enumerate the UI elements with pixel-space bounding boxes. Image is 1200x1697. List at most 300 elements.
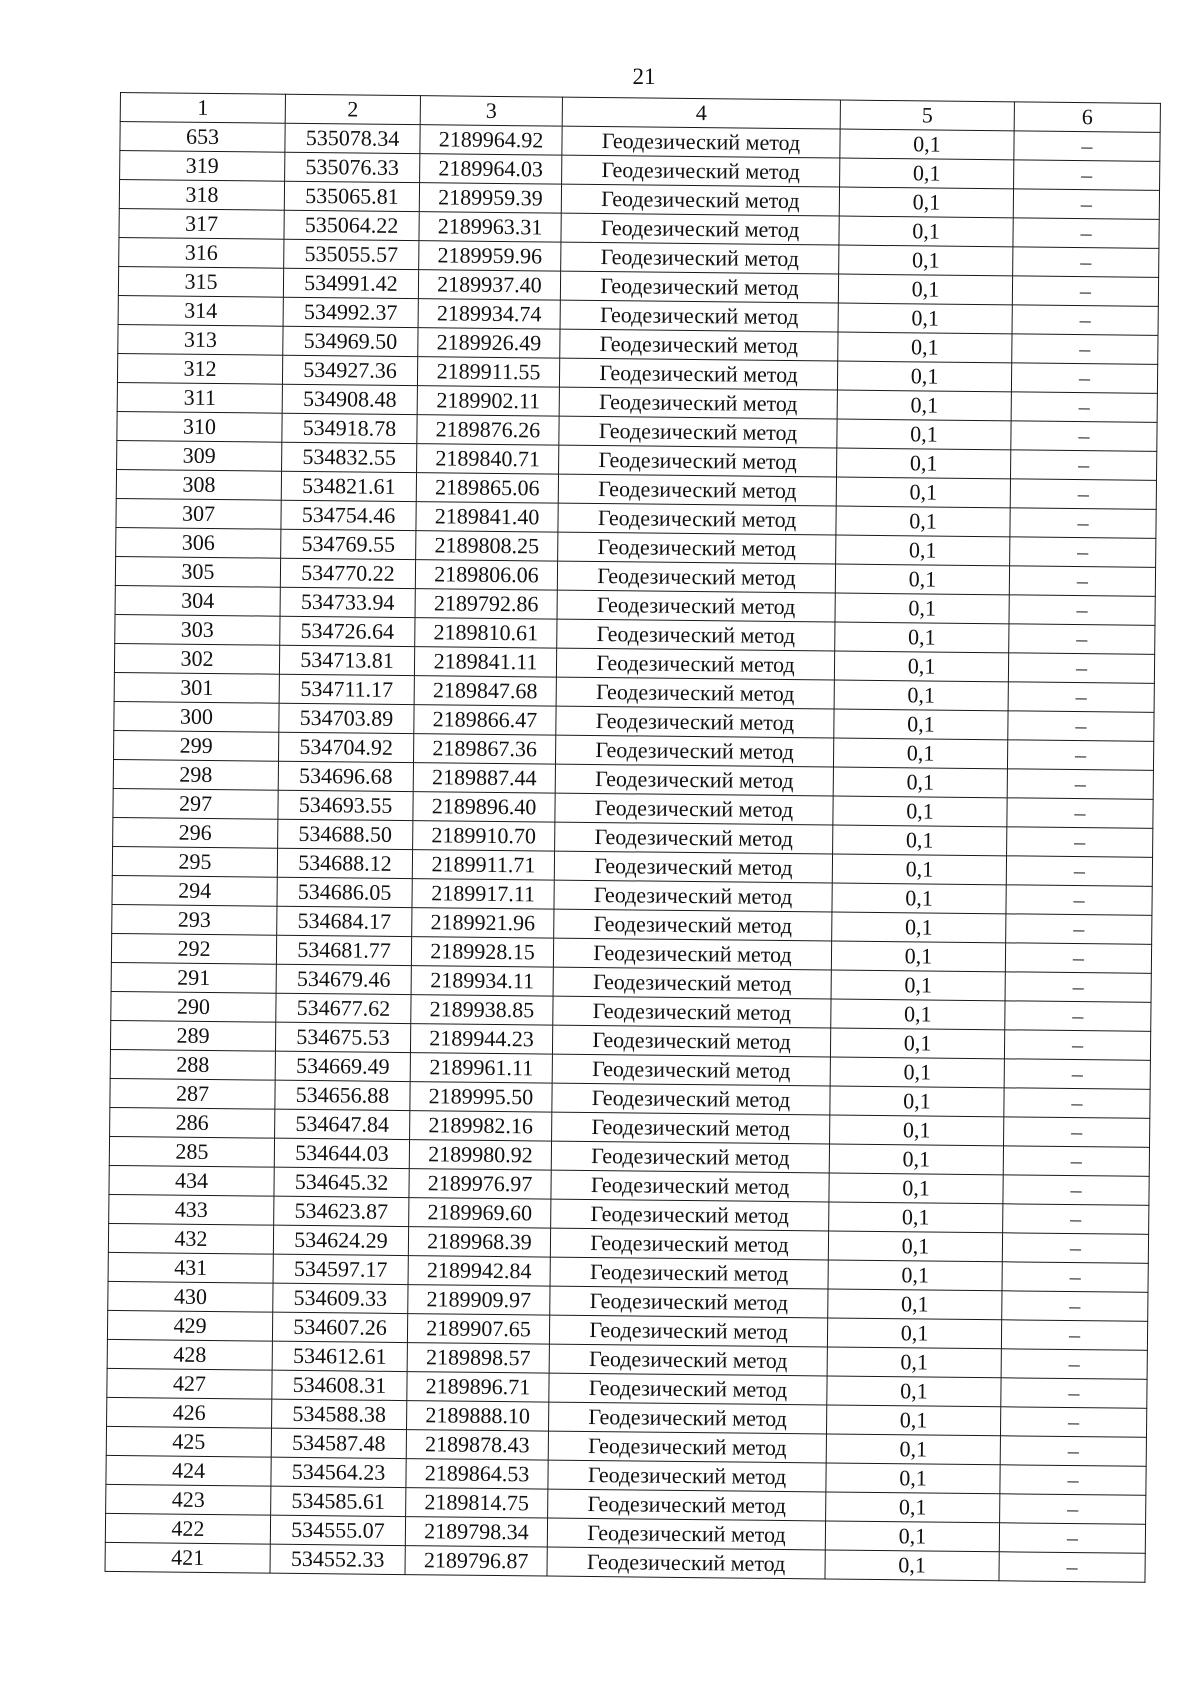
- y-coordinate-cell: 2189963.31: [419, 212, 561, 242]
- x-coordinate-cell: 534675.53: [275, 1022, 410, 1052]
- point-number-cell: 313: [118, 324, 283, 355]
- method-cell: Геодезический метод: [562, 155, 840, 187]
- method-cell: Геодезический метод: [550, 1257, 828, 1289]
- page-number: 21: [632, 64, 656, 89]
- accuracy-cell: 0,1: [835, 593, 1009, 624]
- header-cell-5: 5: [840, 100, 1014, 131]
- accuracy-cell: 0,1: [833, 796, 1007, 827]
- x-coordinate-cell: 534624.29: [273, 1225, 408, 1255]
- accuracy-cell: 0,1: [825, 1521, 999, 1552]
- point-number-cell: 300: [114, 701, 279, 732]
- note-cell: –: [1009, 566, 1155, 597]
- point-number-cell: 288: [110, 1049, 275, 1080]
- header-cell-2: 2: [285, 94, 420, 124]
- method-cell: Геодезический метод: [556, 648, 834, 680]
- y-coordinate-cell: 2189896.71: [407, 1372, 549, 1402]
- method-cell: Геодезический метод: [549, 1315, 827, 1347]
- x-coordinate-cell: 534832.55: [282, 442, 417, 472]
- x-coordinate-cell: 534713.81: [279, 645, 414, 675]
- x-coordinate-cell: 534703.89: [279, 703, 414, 733]
- accuracy-cell: 0,1: [840, 158, 1014, 189]
- x-coordinate-cell: 534608.31: [272, 1370, 407, 1400]
- note-cell: –: [1008, 711, 1154, 742]
- x-coordinate-cell: 534647.84: [275, 1109, 410, 1139]
- point-number-cell: 297: [113, 788, 278, 819]
- method-cell: Геодезический метод: [558, 474, 836, 506]
- point-number-cell: 291: [111, 962, 276, 993]
- x-coordinate-cell: 534927.36: [282, 355, 417, 385]
- x-coordinate-cell: 534656.88: [275, 1080, 410, 1110]
- y-coordinate-cell: 2189942.84: [408, 1256, 550, 1286]
- note-cell: –: [1001, 1378, 1147, 1409]
- point-number-cell: 310: [117, 411, 282, 442]
- accuracy-cell: 0,1: [830, 1115, 1004, 1146]
- point-number-cell: 427: [107, 1368, 272, 1399]
- x-coordinate-cell: 534992.37: [283, 297, 418, 327]
- method-cell: Геодезический метод: [557, 619, 835, 651]
- y-coordinate-cell: 2189808.25: [416, 531, 558, 561]
- point-number-cell: 433: [109, 1194, 274, 1225]
- method-cell: Геодезический метод: [551, 1170, 829, 1202]
- point-number-cell: 295: [112, 846, 277, 877]
- accuracy-cell: 0,1: [831, 999, 1005, 1030]
- x-coordinate-cell: 534564.23: [271, 1457, 406, 1487]
- method-cell: Геодезический метод: [548, 1460, 826, 1492]
- point-number-cell: 422: [105, 1513, 270, 1544]
- point-number-cell: 292: [111, 933, 276, 964]
- x-coordinate-cell: 534588.38: [272, 1399, 407, 1429]
- point-number-cell: 296: [113, 817, 278, 848]
- y-coordinate-cell: 2189866.47: [414, 705, 556, 735]
- method-cell: Геодезический метод: [559, 387, 837, 419]
- point-number-cell: 429: [107, 1310, 272, 1341]
- point-number-cell: 315: [118, 266, 283, 297]
- note-cell: –: [1009, 595, 1155, 626]
- note-cell: –: [1012, 334, 1158, 365]
- note-cell: –: [1011, 363, 1157, 394]
- method-cell: Геодезический метод: [555, 822, 833, 854]
- method-cell: Геодезический метод: [557, 590, 835, 622]
- x-coordinate-cell: 534733.94: [280, 587, 415, 617]
- note-cell: –: [1009, 624, 1155, 655]
- y-coordinate-cell: 2189944.23: [410, 1024, 552, 1054]
- accuracy-cell: 0,1: [835, 564, 1009, 595]
- y-coordinate-cell: 2189841.11: [414, 647, 556, 677]
- method-cell: Геодезический метод: [559, 445, 837, 477]
- accuracy-cell: 0,1: [830, 1028, 1004, 1059]
- accuracy-cell: 0,1: [826, 1405, 1000, 1436]
- point-number-cell: 316: [119, 237, 284, 268]
- point-number-cell: 653: [120, 122, 285, 153]
- note-cell: –: [1005, 943, 1151, 974]
- y-coordinate-cell: 2189847.68: [414, 676, 556, 706]
- point-number-cell: 305: [115, 556, 280, 587]
- method-cell: Геодезический метод: [547, 1518, 825, 1550]
- point-number-cell: 311: [117, 382, 282, 413]
- point-number-cell: 294: [112, 875, 277, 906]
- point-number-cell: 434: [109, 1165, 274, 1196]
- accuracy-cell: 0,1: [828, 1231, 1002, 1262]
- method-cell: Геодезический метод: [559, 358, 837, 390]
- point-number-cell: 286: [110, 1107, 275, 1138]
- note-cell: –: [1014, 160, 1160, 191]
- x-coordinate-cell: 534679.46: [276, 964, 411, 994]
- x-coordinate-cell: 534597.17: [273, 1254, 408, 1284]
- accuracy-cell: 0,1: [836, 477, 1010, 508]
- note-cell: –: [1006, 885, 1152, 916]
- header-cell-4: 4: [562, 97, 840, 129]
- y-coordinate-cell: 2189982.16: [410, 1111, 552, 1141]
- note-cell: –: [1012, 305, 1158, 336]
- x-coordinate-cell: 535064.22: [284, 210, 419, 240]
- accuracy-cell: 0,1: [839, 187, 1013, 218]
- accuracy-cell: 0,1: [840, 129, 1014, 160]
- y-coordinate-cell: 2189926.49: [418, 328, 560, 358]
- method-cell: Геодезический метод: [560, 300, 838, 332]
- x-coordinate-cell: 534754.46: [281, 500, 416, 530]
- accuracy-cell: 0,1: [829, 1202, 1003, 1233]
- x-coordinate-cell: 534726.64: [280, 616, 415, 646]
- x-coordinate-cell: 534555.07: [270, 1515, 405, 1545]
- y-coordinate-cell: 2189902.11: [417, 386, 559, 416]
- note-cell: –: [1002, 1233, 1148, 1264]
- x-coordinate-cell: 534587.48: [271, 1428, 406, 1458]
- x-coordinate-cell: 534686.05: [277, 877, 412, 907]
- point-number-cell: 421: [105, 1542, 270, 1573]
- point-number-cell: 424: [106, 1455, 271, 1486]
- header-cell-3: 3: [420, 96, 562, 126]
- accuracy-cell: 0,1: [825, 1550, 999, 1581]
- point-number-cell: 425: [106, 1426, 271, 1457]
- y-coordinate-cell: 2189928.15: [411, 937, 553, 967]
- note-cell: –: [1010, 508, 1156, 539]
- note-cell: –: [1003, 1146, 1149, 1177]
- y-coordinate-cell: 2189878.43: [406, 1430, 548, 1460]
- accuracy-cell: 0,1: [832, 854, 1006, 885]
- accuracy-cell: 0,1: [832, 883, 1006, 914]
- x-coordinate-cell: 534704.92: [279, 732, 414, 762]
- method-cell: Геодезический метод: [552, 1025, 830, 1057]
- y-coordinate-cell: 2189976.97: [409, 1169, 551, 1199]
- y-coordinate-cell: 2189968.39: [408, 1227, 550, 1257]
- x-coordinate-cell: 534623.87: [274, 1196, 409, 1226]
- method-cell: Геодезический метод: [548, 1431, 826, 1463]
- header-cell-6: 6: [1014, 102, 1160, 133]
- method-cell: Геодезический метод: [554, 851, 832, 883]
- x-coordinate-cell: 534585.61: [271, 1486, 406, 1516]
- point-number-cell: 312: [117, 353, 282, 384]
- y-coordinate-cell: 2189961.11: [410, 1053, 552, 1083]
- accuracy-cell: 0,1: [834, 680, 1008, 711]
- point-number-cell: 432: [108, 1223, 273, 1254]
- accuracy-cell: 0,1: [826, 1434, 1000, 1465]
- note-cell: –: [1007, 827, 1153, 858]
- point-number-cell: 314: [118, 295, 283, 326]
- accuracy-cell: 0,1: [833, 825, 1007, 856]
- y-coordinate-cell: 2189840.71: [417, 444, 559, 474]
- method-cell: Геодезический метод: [552, 1112, 830, 1144]
- y-coordinate-cell: 2189934.11: [411, 966, 553, 996]
- method-cell: Геодезический метод: [552, 1054, 830, 1086]
- x-coordinate-cell: 534918.78: [282, 413, 417, 443]
- note-cell: –: [1005, 972, 1151, 1003]
- method-cell: Геодезический метод: [557, 561, 835, 593]
- method-cell: Геодезический метод: [551, 1141, 829, 1173]
- point-number-cell: 293: [112, 904, 277, 935]
- x-coordinate-cell: 534821.61: [281, 471, 416, 501]
- y-coordinate-cell: 2189910.70: [413, 821, 555, 851]
- y-coordinate-cell: 2189792.86: [415, 589, 557, 619]
- coordinates-table: [105, 92, 1161, 1583]
- note-cell: –: [1000, 1436, 1146, 1467]
- accuracy-cell: 0,1: [829, 1144, 1003, 1175]
- accuracy-cell: 0,1: [839, 216, 1013, 247]
- point-number-cell: 301: [114, 672, 279, 703]
- note-cell: –: [1013, 247, 1159, 278]
- point-number-cell: 431: [108, 1252, 273, 1283]
- note-cell: –: [1004, 1030, 1150, 1061]
- x-coordinate-cell: 534688.12: [277, 848, 412, 878]
- x-coordinate-cell: 534908.48: [282, 384, 417, 414]
- method-cell: Геодезический метод: [554, 880, 832, 912]
- method-cell: Геодезический метод: [555, 793, 833, 825]
- note-cell: –: [1002, 1291, 1148, 1322]
- y-coordinate-cell: 2189865.06: [416, 473, 558, 503]
- point-number-cell: 304: [115, 585, 280, 616]
- method-cell: Геодезический метод: [555, 735, 833, 767]
- y-coordinate-cell: 2189911.71: [412, 850, 554, 880]
- y-coordinate-cell: 2189959.39: [419, 183, 561, 213]
- y-coordinate-cell: 2189798.34: [405, 1517, 547, 1547]
- method-cell: Геодезический метод: [560, 271, 838, 303]
- y-coordinate-cell: 2189896.40: [413, 792, 555, 822]
- accuracy-cell: 0,1: [834, 651, 1008, 682]
- y-coordinate-cell: 2189964.03: [420, 154, 562, 184]
- x-coordinate-cell: 534770.22: [280, 558, 415, 588]
- method-cell: Геодезический метод: [560, 329, 838, 361]
- note-cell: –: [1003, 1204, 1149, 1235]
- accuracy-cell: 0,1: [835, 622, 1009, 653]
- method-cell: Геодезический метод: [556, 706, 834, 738]
- point-number-cell: 319: [120, 151, 285, 182]
- method-cell: Геодезический метод: [549, 1344, 827, 1376]
- x-coordinate-cell: 535055.57: [284, 239, 419, 269]
- note-cell: –: [999, 1552, 1145, 1583]
- x-coordinate-cell: 534696.68: [278, 761, 413, 791]
- accuracy-cell: 0,1: [826, 1492, 1000, 1523]
- x-coordinate-cell: 534645.32: [274, 1167, 409, 1197]
- x-coordinate-cell: 534769.55: [281, 529, 416, 559]
- point-number-cell: 423: [106, 1484, 271, 1515]
- x-coordinate-cell: 534969.50: [283, 326, 418, 356]
- accuracy-cell: 0,1: [839, 245, 1013, 276]
- x-coordinate-cell: 534552.33: [270, 1544, 405, 1574]
- x-coordinate-cell: 534669.49: [275, 1051, 410, 1081]
- note-cell: –: [1010, 479, 1156, 510]
- y-coordinate-cell: 2189814.75: [406, 1488, 548, 1518]
- x-coordinate-cell: 534609.33: [273, 1283, 408, 1313]
- y-coordinate-cell: 2189909.97: [408, 1285, 550, 1315]
- point-number-cell: 318: [119, 180, 284, 211]
- note-cell: –: [1000, 1494, 1146, 1525]
- x-coordinate-cell: 534681.77: [276, 935, 411, 965]
- y-coordinate-cell: 2189876.26: [417, 415, 559, 445]
- accuracy-cell: 0,1: [833, 738, 1007, 769]
- point-number-cell: 309: [117, 440, 282, 471]
- x-coordinate-cell: 534693.55: [278, 790, 413, 820]
- point-number-cell: 299: [114, 730, 279, 761]
- point-number-cell: 428: [107, 1339, 272, 1370]
- accuracy-cell: 0,1: [838, 303, 1012, 334]
- table-body: [105, 122, 1160, 1583]
- note-cell: –: [1012, 276, 1158, 307]
- note-cell: –: [1000, 1465, 1146, 1496]
- method-cell: Геодезический метод: [553, 938, 831, 970]
- point-number-cell: 317: [119, 208, 284, 239]
- method-cell: Геодезический метод: [549, 1373, 827, 1405]
- method-cell: Геодезический метод: [550, 1286, 828, 1318]
- method-cell: Геодезический метод: [553, 967, 831, 999]
- note-cell: –: [1007, 769, 1153, 800]
- y-coordinate-cell: 2189995.50: [410, 1082, 552, 1112]
- x-coordinate-cell: 534677.62: [276, 993, 411, 1023]
- note-cell: –: [1003, 1175, 1149, 1206]
- header-cell-1: 1: [120, 93, 285, 124]
- x-coordinate-cell: 534607.26: [272, 1312, 407, 1342]
- point-number-cell: 307: [116, 498, 281, 529]
- note-cell: –: [1010, 537, 1156, 568]
- point-number-cell: 285: [109, 1136, 274, 1167]
- method-cell: Геодезический метод: [559, 416, 837, 448]
- note-cell: –: [1013, 189, 1159, 220]
- y-coordinate-cell: 2189796.87: [405, 1546, 547, 1576]
- x-coordinate-cell: 535065.81: [284, 181, 419, 211]
- accuracy-cell: 0,1: [837, 390, 1011, 421]
- accuracy-cell: 0,1: [832, 912, 1006, 943]
- note-cell: –: [1013, 218, 1159, 249]
- point-number-cell: 298: [113, 759, 278, 790]
- y-coordinate-cell: 2189980.92: [409, 1140, 551, 1170]
- method-cell: Геодезический метод: [561, 213, 839, 245]
- note-cell: –: [1000, 1407, 1146, 1438]
- method-cell: Геодезический метод: [554, 909, 832, 941]
- accuracy-cell: 0,1: [836, 506, 1010, 537]
- accuracy-cell: 0,1: [838, 332, 1012, 363]
- x-coordinate-cell: 534612.61: [272, 1341, 407, 1371]
- note-cell: –: [1008, 653, 1154, 684]
- x-coordinate-cell: 535076.33: [285, 152, 420, 182]
- method-cell: Геодезический метод: [561, 184, 839, 216]
- note-cell: –: [1005, 1001, 1151, 1032]
- y-coordinate-cell: 2189806.06: [415, 560, 557, 590]
- note-cell: –: [1014, 131, 1160, 162]
- y-coordinate-cell: 2189911.55: [417, 357, 559, 387]
- method-cell: Геодезический метод: [549, 1402, 827, 1434]
- point-number-cell: 302: [114, 643, 279, 674]
- y-coordinate-cell: 2189841.40: [416, 502, 558, 532]
- method-cell: Геодезический метод: [561, 242, 839, 274]
- method-cell: Геодезический метод: [552, 1083, 830, 1115]
- accuracy-cell: 0,1: [827, 1318, 1001, 1349]
- accuracy-cell: 0,1: [837, 361, 1011, 392]
- note-cell: –: [1010, 450, 1156, 481]
- note-cell: –: [1011, 421, 1157, 452]
- accuracy-cell: 0,1: [831, 941, 1005, 972]
- y-coordinate-cell: 2189864.53: [406, 1459, 548, 1489]
- point-number-cell: 287: [110, 1078, 275, 1109]
- accuracy-cell: 0,1: [826, 1463, 1000, 1494]
- y-coordinate-cell: 2189969.60: [409, 1198, 551, 1228]
- accuracy-cell: 0,1: [837, 419, 1011, 450]
- method-cell: Геодезический метод: [558, 503, 836, 535]
- point-number-cell: 306: [116, 527, 281, 558]
- method-cell: Геодезический метод: [551, 1199, 829, 1231]
- note-cell: –: [1001, 1320, 1147, 1351]
- method-cell: Геодезический метод: [547, 1547, 825, 1579]
- y-coordinate-cell: 2189934.74: [418, 299, 560, 329]
- method-cell: Геодезический метод: [548, 1489, 826, 1521]
- note-cell: –: [1004, 1117, 1150, 1148]
- accuracy-cell: 0,1: [829, 1173, 1003, 1204]
- accuracy-cell: 0,1: [830, 1057, 1004, 1088]
- x-coordinate-cell: 534644.03: [274, 1138, 409, 1168]
- method-cell: Геодезический метод: [553, 996, 831, 1028]
- x-coordinate-cell: 534991.42: [283, 268, 418, 298]
- method-cell: Геодезический метод: [558, 532, 836, 564]
- note-cell: –: [1001, 1349, 1147, 1380]
- accuracy-cell: 0,1: [828, 1289, 1002, 1320]
- accuracy-cell: 0,1: [827, 1347, 1001, 1378]
- x-coordinate-cell: 534711.17: [279, 674, 414, 704]
- y-coordinate-cell: 2189964.92: [420, 125, 562, 155]
- note-cell: –: [1006, 914, 1152, 945]
- y-coordinate-cell: 2189917.11: [412, 879, 554, 909]
- note-cell: –: [1008, 682, 1154, 713]
- method-cell: Геодезический метод: [550, 1228, 828, 1260]
- y-coordinate-cell: 2189938.85: [411, 995, 553, 1025]
- accuracy-cell: 0,1: [836, 535, 1010, 566]
- y-coordinate-cell: 2189921.96: [412, 908, 554, 938]
- x-coordinate-cell: 534684.17: [277, 906, 412, 936]
- note-cell: –: [1007, 740, 1153, 771]
- point-number-cell: 430: [108, 1281, 273, 1312]
- y-coordinate-cell: 2189898.57: [407, 1343, 549, 1373]
- point-number-cell: 289: [110, 1020, 275, 1051]
- accuracy-cell: 0,1: [828, 1260, 1002, 1291]
- note-cell: –: [1002, 1262, 1148, 1293]
- y-coordinate-cell: 2189907.65: [407, 1314, 549, 1344]
- accuracy-cell: 0,1: [833, 767, 1007, 798]
- y-coordinate-cell: 2189867.36: [413, 734, 555, 764]
- note-cell: –: [1004, 1088, 1150, 1119]
- method-cell: Геодезический метод: [555, 764, 833, 796]
- note-cell: –: [1006, 856, 1152, 887]
- accuracy-cell: 0,1: [831, 970, 1005, 1001]
- note-cell: –: [1004, 1059, 1150, 1090]
- accuracy-cell: 0,1: [837, 448, 1011, 479]
- y-coordinate-cell: 2189959.96: [419, 241, 561, 271]
- point-number-cell: 426: [107, 1397, 272, 1428]
- x-coordinate-cell: 534688.50: [278, 819, 413, 849]
- y-coordinate-cell: 2189887.44: [413, 763, 555, 793]
- method-cell: Геодезический метод: [556, 677, 834, 709]
- note-cell: –: [1011, 392, 1157, 423]
- x-coordinate-cell: 535078.34: [285, 123, 420, 153]
- note-cell: –: [999, 1523, 1145, 1554]
- note-cell: –: [1007, 798, 1153, 829]
- accuracy-cell: 0,1: [838, 274, 1012, 305]
- y-coordinate-cell: 2189937.40: [418, 270, 560, 300]
